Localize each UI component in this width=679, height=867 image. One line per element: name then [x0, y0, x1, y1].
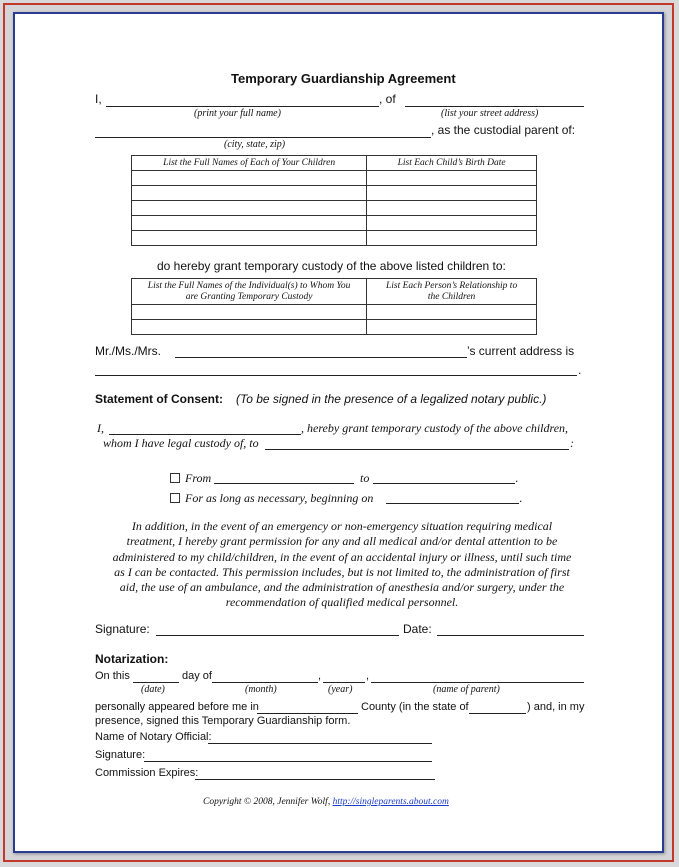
guardian-name-cell[interactable] — [132, 320, 367, 335]
guardian-header-names — [132, 279, 367, 305]
commission-expires-field[interactable] — [195, 779, 435, 780]
to-period: . — [515, 471, 519, 485]
guardian-name-cell[interactable] — [132, 305, 367, 320]
guardian-header-names-line1: List the Full Names of the Individual(s) to Whom You — [147, 280, 351, 291]
copyright-footer — [203, 797, 449, 807]
notary-date-field[interactable] — [133, 682, 179, 683]
guardian-header-names-line2: are Granting Temporary Custody — [185, 291, 313, 302]
from-date-field[interactable] — [214, 483, 354, 484]
day-of-label: day of — [182, 670, 212, 682]
beginning-period: . — [519, 491, 523, 505]
consent-guardian-field[interactable] — [265, 449, 569, 450]
street-address-field[interactable] — [405, 106, 584, 107]
paragraph-line: as I can be contacted. This permission includes, but is not limited to, the administration of first — [114, 564, 570, 579]
hint-street-address: (list your street address) — [441, 108, 539, 119]
consent-heading: Statement of Consent: — [95, 392, 224, 406]
address-period: . — [578, 363, 582, 377]
county-label: County (in the state of — [361, 701, 469, 713]
consent-line1-text: , hereby grant temporary custody of the above children, — [301, 421, 569, 435]
child-birthdate-cell[interactable] — [367, 231, 537, 246]
current-address-label: ’s current address is — [467, 344, 575, 358]
paragraph-line: treatment, I hereby grant permission for any and all medical and/or dental attention to be — [126, 534, 558, 549]
guardian-header-relationship — [367, 279, 537, 305]
grant-custody-text: do hereby grant temporary custody of the above listed children to: — [157, 259, 506, 273]
document-page — [17, 16, 660, 849]
line1-of-label: , of — [379, 92, 396, 106]
guardian-title-label: Mr./Ms./Mrs. — [95, 344, 161, 358]
year-comma: , — [366, 670, 370, 682]
notary-year-field[interactable] — [323, 682, 365, 683]
notary-signature-field[interactable] — [144, 761, 432, 762]
guardian-header-relationship-line1: List Each Person’s Relationship to — [385, 280, 518, 291]
consent-note: (To be signed in the presence of a legalized notary public.) — [236, 392, 547, 406]
guardian-header-relationship-line2: the Children — [427, 291, 476, 302]
child-name-cell[interactable] — [132, 171, 367, 186]
child-name-cell[interactable] — [132, 201, 367, 216]
paragraph-line: aid, the use of an ambulance, and the administration of anesthesia and/or surgery, under the — [119, 580, 565, 595]
option-from-label: From — [185, 471, 212, 485]
notarization-heading: Notarization: — [95, 652, 169, 666]
signature-date-field[interactable] — [437, 635, 584, 636]
signature-label: Signature: — [95, 622, 150, 636]
children-header-birthdate: List Each Child’s Birth Date — [367, 156, 537, 171]
consent-parent-name-field[interactable] — [109, 434, 301, 435]
long-as-necessary-checkbox[interactable] — [170, 493, 180, 503]
children-header-names: List the Full Names of Each of Your Children — [132, 156, 367, 171]
hint-full-name: (print your full name) — [194, 108, 281, 119]
appeared-label: personally appeared before me in — [95, 701, 259, 713]
date-label: Date: — [403, 622, 432, 636]
hint-city-state-zip: (city, state, zip) — [224, 139, 286, 150]
notary-official-field[interactable] — [208, 743, 432, 744]
consent-i-label: I, — [97, 421, 104, 435]
hint-date: (date) — [141, 684, 165, 695]
to-date-field[interactable] — [373, 483, 515, 484]
state-field[interactable] — [469, 713, 526, 714]
guardian-relationship-cell[interactable] — [367, 320, 537, 335]
copyright-text: Copyright © 2008, Jennifer Wolf, — [203, 797, 331, 807]
medical-consent-paragraph — [87, 519, 597, 611]
hint-month: (month) — [245, 684, 277, 695]
paragraph-line: recommendation of qualified medical personnel. — [225, 595, 459, 610]
guardian-name-field[interactable] — [175, 357, 467, 358]
child-birthdate-cell[interactable] — [367, 171, 537, 186]
consent-colon: : — [570, 436, 574, 450]
option-from-row — [170, 471, 211, 486]
on-this-label: On this — [95, 670, 130, 682]
child-birthdate-cell[interactable] — [367, 186, 537, 201]
option-long-label: For as long as necessary, beginning on — [185, 491, 374, 505]
child-birthdate-cell[interactable] — [367, 216, 537, 231]
paragraph-line: In addition, in the event of an emergency or non-emergency situation requiring medical — [131, 519, 553, 533]
commission-expires-label: Commission Expires: — [95, 767, 199, 779]
guardian-address-field[interactable] — [95, 375, 577, 376]
and-in-my-label: ) and, in my — [527, 701, 585, 713]
from-checkbox[interactable] — [170, 473, 180, 483]
child-name-cell[interactable] — [132, 231, 367, 246]
parent-signature-field[interactable] — [156, 635, 399, 636]
beginning-date-field[interactable] — [386, 503, 519, 504]
presence-text: presence, signed this Temporary Guardianship form. — [95, 715, 351, 727]
child-name-cell[interactable] — [132, 186, 367, 201]
guardian-relationship-cell[interactable] — [367, 305, 537, 320]
child-name-cell[interactable] — [132, 216, 367, 231]
hint-year: (year) — [328, 684, 353, 695]
option-to-label: to — [360, 471, 370, 485]
city-state-zip-field[interactable] — [95, 137, 431, 138]
full-name-field[interactable] — [106, 106, 379, 107]
guardian-table — [131, 278, 537, 335]
paragraph-line: administered to my child/children, in the event of an accidental injury or illness, until such time — [112, 549, 572, 564]
children-table — [131, 155, 537, 246]
county-field[interactable] — [257, 713, 358, 714]
line1-i-label: I, — [95, 92, 102, 106]
notary-signature-label: Signature: — [95, 749, 146, 761]
notary-month-field[interactable] — [212, 682, 318, 683]
month-comma: , — [318, 670, 322, 682]
copyright-link[interactable]: http://singleparents.about.com — [332, 797, 449, 807]
hint-parent-name: (name of parent) — [433, 684, 500, 695]
option-long-row — [170, 491, 373, 506]
consent-line2-text: whom I have legal custody of, to — [103, 436, 259, 450]
child-birthdate-cell[interactable] — [367, 201, 537, 216]
notary-parent-name-field[interactable] — [371, 682, 584, 683]
document-title: Temporary Guardianship Agreement — [231, 71, 456, 86]
notary-official-label: Name of Notary Official: — [95, 731, 212, 743]
custodial-parent-label: , as the custodial parent of: — [431, 123, 576, 137]
